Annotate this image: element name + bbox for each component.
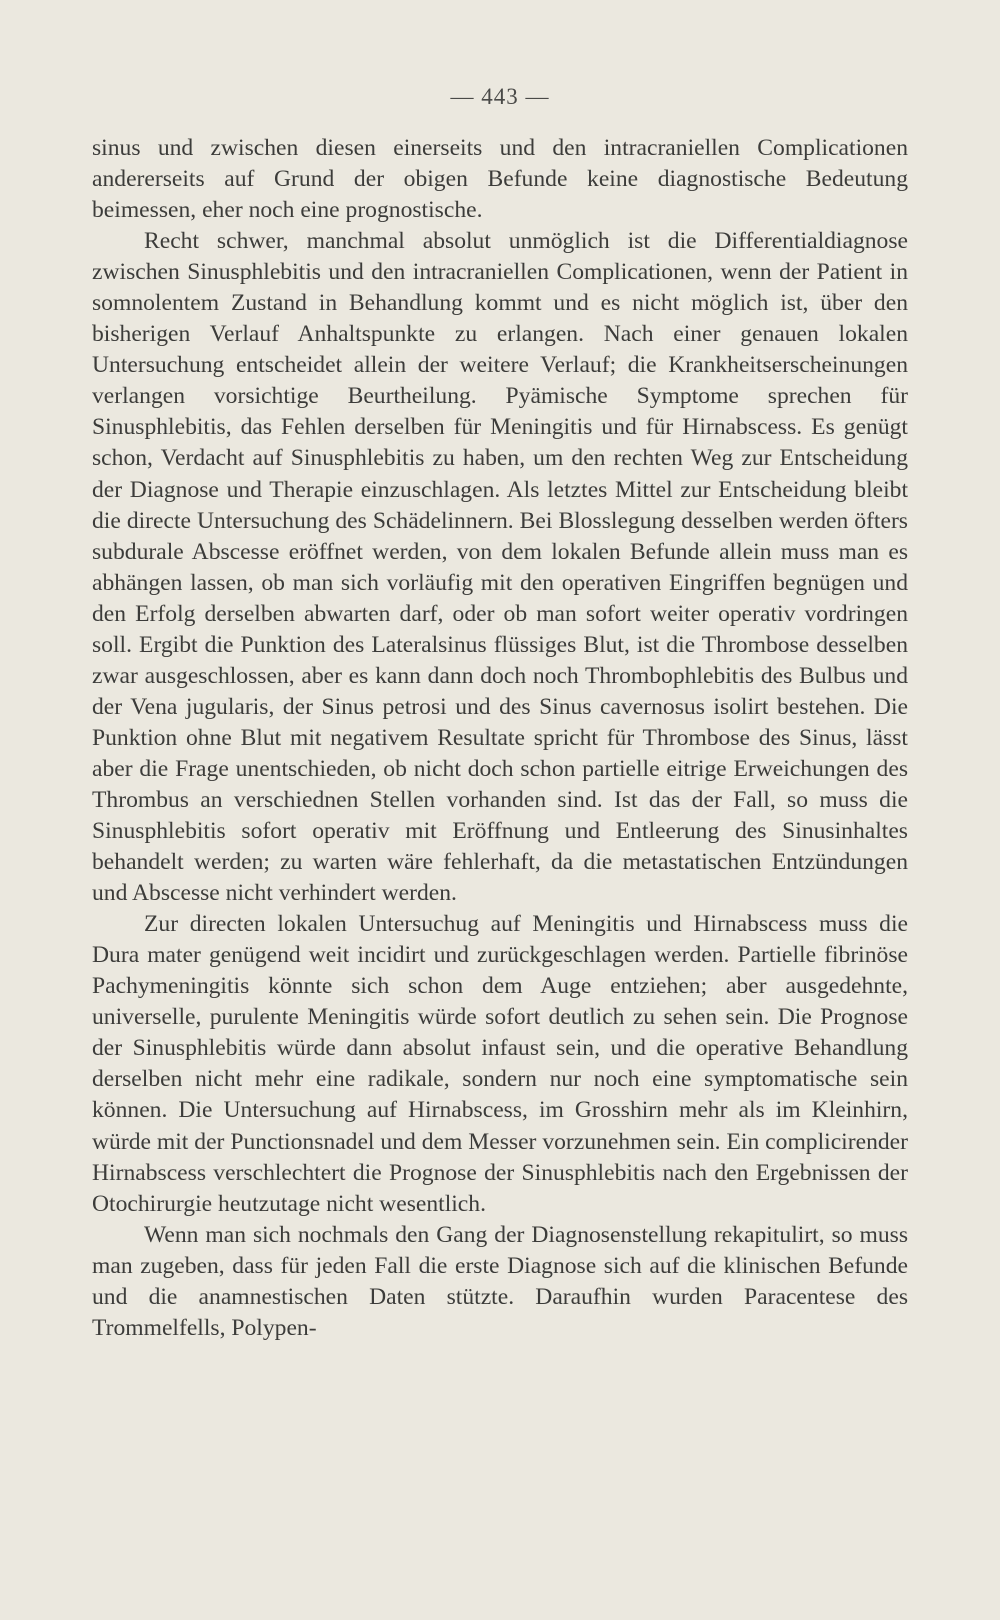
body-text bbox=[92, 133, 908, 1344]
paragraph-4: Wenn man sich nochmals den Gang der Diagnosenstellung rekapitulirt, so muss man zugeben, dass für jeden Fall die erste Diagnose sich auf die klinischen Befunde und die anamnestischen Daten stützte. Daraufhin wurden Paracentese des Trommelfells, Polypen- bbox=[92, 1221, 908, 1341]
paragraph-2: Recht schwer, manchmal absolut unmöglich ist die Differentialdiagnose zwischen Sinusphlebitis und den intracraniellen Complicationen, wenn der Patient in somnolentem Zustand in Behandlung kommt und es nicht möglich ist, über den bisherigen Verlauf Anhaltspunkte zu erlangen. Nach einer genauen lokalen Untersuchung entscheidet allein der weitere Verlauf; die Krankheitserscheinungen verlangen vorsichtige Beurtheilung. Pyämische Symptome sprechen für Sinusphlebitis, das Fehlen derselben für Meningitis und für Hirnabscess. Es genügt schon, Verdacht auf Sinusphlebitis zu haben, um den rechten Weg zur Entscheidung der Diagnose und Therapie einzuschlagen. Als letztes Mittel zur Entscheidung bleibt die directe Untersuchung des Schädelinnern. Bei Blosslegung desselben werden öfters subdurale Abscesse eröffnet werden, von dem lokalen Befunde allein muss man es abhängen lassen, ob man sich vorläufig mit den operativen Eingriffen begnügen und den Erfolg derselben abwarten darf, oder ob man sofort weiter operativ vordringen soll. Ergibt die Punktion des Lateralsinus flüssiges Blut, ist die Thrombose desselben zwar ausgeschlossen, aber es kann dann doch noch Thrombophlebitis des Bulbus und der Vena jugularis, der Sinus petrosi und des Sinus cavernosus isolirt bestehen. Die Punktion ohne Blut mit negativem Resultate spricht für Thrombose des Sinus, lässt aber die Frage unentschieden, ob nicht doch schon partielle eitrige Erweichungen des Thrombus an verschiednen Stellen vorhanden sind. Ist das der Fall, so muss die Sinusphlebitis sofort operativ mit Eröffnung und Entleerung des Sinusinhaltes behandelt werden; zu warten wäre fehlerhaft, da die metastatischen Entzündungen und Abscesse nicht verhindert werden. bbox=[92, 228, 908, 907]
paragraph-3: Zur directen lokalen Untersuchug auf Meningitis und Hirnabscess muss die Dura mater genügend weit incidirt und zurückgeschlagen werden. Partielle fibrinöse Pachymeningitis könnte sich schon dem Auge entziehen; aber ausgedehnte, universelle, purulente Meningitis würde sofort deutlich zu sehen sein. Die Prognose der Sinusphlebitis würde dann absolut infaust sein, und die operative Behandlung derselben nicht mehr eine radikale, sondern nur noch eine symptomatische sein können. Die Untersuchung auf Hirnabscess, im Grosshirn mehr als im Kleinhirn, würde mit der Punctionsnadel und dem Messer vorzunehmen sein. Ein complicirender Hirnabscess verschlechtert die Prognose der Sinusphlebitis nach den Ergebnissen der Otochirurgie heutzutage nicht wesentlich. bbox=[92, 911, 908, 1217]
page-number: — 443 — bbox=[450, 84, 550, 109]
paragraph-1: sinus und zwischen diesen einerseits und den intracraniellen Complicationen andererseits auf Grund der obigen Befunde keine diagnostische Bedeutung beimessen, eher noch eine prognostische. bbox=[92, 135, 908, 224]
